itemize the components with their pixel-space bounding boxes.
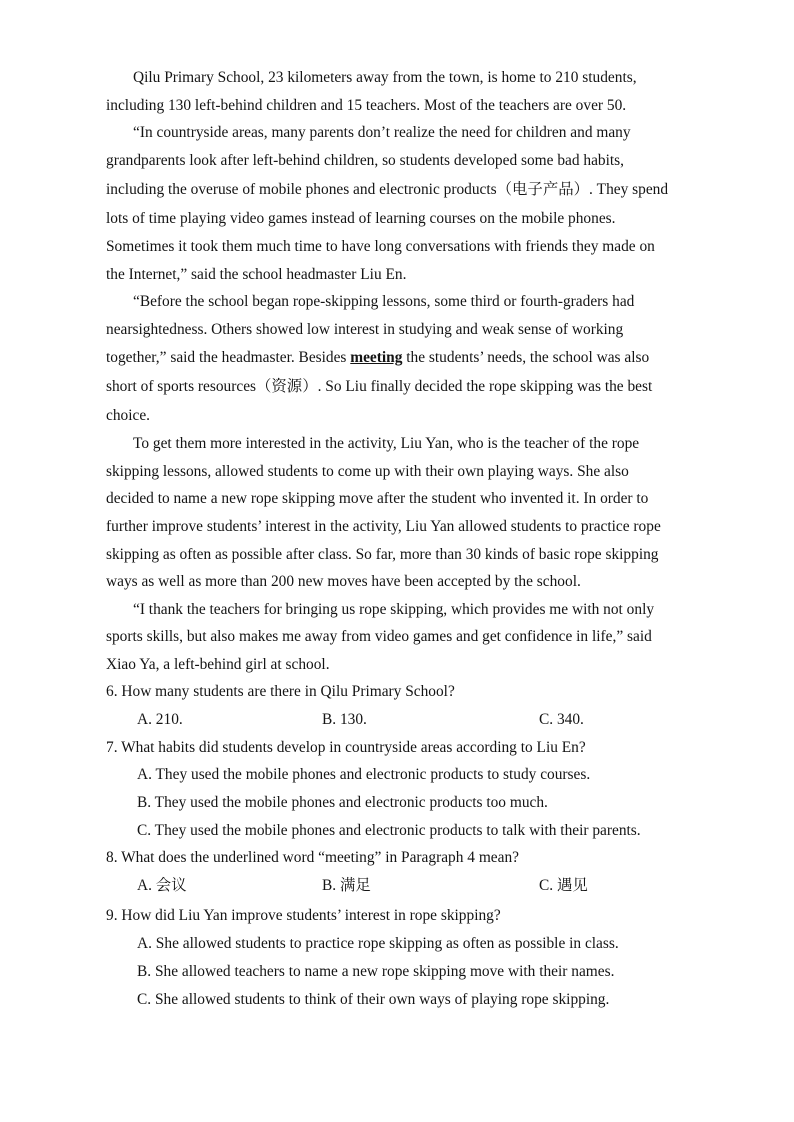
passage-line: ways as well as more than 200 new moves have been accepted by the school. bbox=[106, 573, 581, 590]
option-b[interactable]: B. They used the mobile phones and electronic products too much. bbox=[137, 794, 548, 811]
option-c[interactable]: C. They used the mobile phones and electronic products to talk with their parents. bbox=[137, 822, 641, 839]
option-a[interactable]: A. 210. bbox=[137, 711, 183, 728]
option-c[interactable]: C. 遇见 bbox=[539, 877, 588, 894]
passage-line: short of sports resources（资源）. So Liu finally decided the rope skipping was the best bbox=[106, 378, 653, 395]
passage-line: “In countryside areas, many parents don’t realize the need for children and many bbox=[133, 124, 631, 141]
question-stem: 8. What does the underlined word “meeting” in Paragraph 4 mean? bbox=[106, 849, 519, 866]
passage-line: sports skills, but also makes me away from video games and get confidence in life,” said bbox=[106, 628, 652, 645]
passage-line: skipping lessons, allowed students to come up with their own playing ways. She also bbox=[106, 463, 629, 480]
passage-line: choice. bbox=[106, 407, 151, 424]
passage-line: decided to name a new rope skipping move after the student who invented it. In order to bbox=[106, 490, 649, 507]
option-b[interactable]: B. She allowed teachers to name a new rope skipping move with their names. bbox=[137, 963, 615, 980]
option-b[interactable]: B. 满足 bbox=[322, 877, 371, 894]
passage-line: To get them more interested in the activity, Liu Yan, who is the teacher of the rope bbox=[133, 435, 640, 452]
question-stem: 6. How many students are there in Qilu Primary School? bbox=[106, 683, 455, 700]
passage-line: nearsightedness. Others showed low interest in studying and weak sense of working bbox=[106, 321, 624, 338]
option-b[interactable]: B. 130. bbox=[322, 711, 367, 728]
passage-line: Xiao Ya, a left-behind girl at school. bbox=[106, 656, 330, 673]
option-a[interactable]: A. 会议 bbox=[137, 877, 187, 894]
passage-text: together,” said the headmaster. Besides bbox=[106, 349, 351, 366]
passage-line: including 130 left-behind children and 15 teachers. Most of the teachers are over 50. bbox=[106, 97, 627, 114]
passage-line: “I thank the teachers for bringing us rope skipping, which provides me with not only bbox=[133, 601, 655, 618]
option-c[interactable]: C. She allowed students to think of their own ways of playing rope skipping. bbox=[137, 991, 610, 1008]
option-c[interactable]: C. 340. bbox=[539, 711, 584, 728]
passage-line: skipping as often as possible after class. So far, more than 30 kinds of basic rope skipping bbox=[106, 546, 659, 563]
passage-line: the Internet,” said the school headmaster Liu En. bbox=[106, 266, 407, 283]
option-a[interactable]: A. They used the mobile phones and electronic products to study courses. bbox=[137, 766, 591, 783]
passage-line: including the overuse of mobile phones and electronic products（电子产品）. They spend bbox=[106, 181, 669, 198]
passage-line: lots of time playing video games instead of learning courses on the mobile phones. bbox=[106, 210, 616, 227]
passage-line: further improve students’ interest in the activity, Liu Yan allowed students to practice rope bbox=[106, 518, 661, 535]
passage-line: Sometimes it took them much time to have long conversations with friends they made on bbox=[106, 238, 655, 255]
passage-text: the students’ needs, the school was also bbox=[402, 349, 650, 366]
passage-line bbox=[106, 348, 649, 368]
passage-line: “Before the school began rope-skipping lessons, some third or fourth-graders had bbox=[133, 293, 635, 310]
passage-line: grandparents look after left-behind children, so students developed some bad habits, bbox=[106, 152, 625, 169]
question-stem: 7. What habits did students develop in countryside areas according to Liu En? bbox=[106, 739, 586, 756]
underlined-keyword: meeting bbox=[350, 349, 403, 366]
question-stem: 9. How did Liu Yan improve students’ interest in rope skipping? bbox=[106, 907, 501, 924]
option-a[interactable]: A. She allowed students to practice rope skipping as often as possible in class. bbox=[137, 935, 619, 952]
passage-line: Qilu Primary School, 23 kilometers away from the town, is home to 210 students, bbox=[133, 69, 637, 86]
